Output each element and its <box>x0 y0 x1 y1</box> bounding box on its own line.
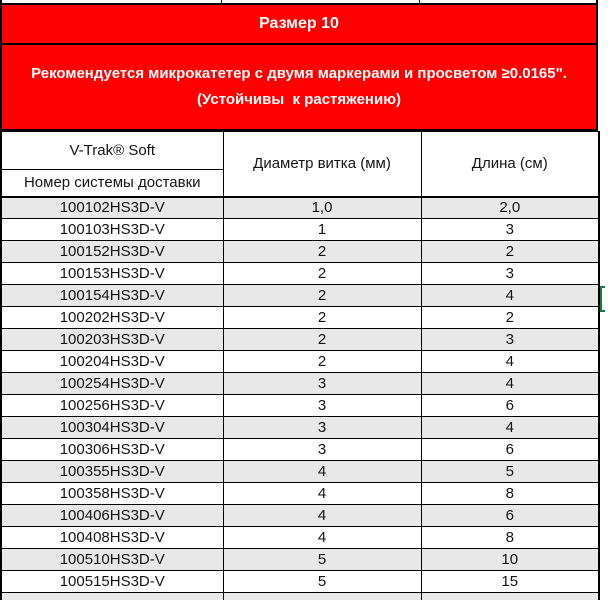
cell-delivery-code[interactable]: 100154HS3D-V <box>1 285 223 307</box>
header-cell-delivery-system[interactable]: Номер системы доставки <box>1 170 223 197</box>
cell-length[interactable]: 3 <box>421 219 599 241</box>
cell-coil-diameter[interactable]: 3 <box>223 373 421 395</box>
table-row <box>1 483 599 505</box>
cell-coil-diameter[interactable]: 2 <box>223 285 421 307</box>
cell-length[interactable]: 6 <box>421 505 599 527</box>
cell-coil-diameter[interactable]: 5 <box>223 549 421 571</box>
cell-length[interactable] <box>421 593 599 600</box>
cell-delivery-code[interactable]: 100358HS3D-V <box>1 483 223 505</box>
cell-delivery-code[interactable]: 100515HS3D-V <box>1 571 223 593</box>
cell-length[interactable]: 8 <box>421 527 599 549</box>
table-row <box>1 241 599 263</box>
cell-coil-diameter[interactable]: 1,0 <box>223 197 421 219</box>
cell-coil-diameter[interactable]: 2 <box>223 329 421 351</box>
size-title-cell[interactable] <box>0 3 598 45</box>
cell-length[interactable]: 6 <box>421 439 599 461</box>
size-title-label: Размер 10 <box>259 15 339 32</box>
cell-coil-diameter[interactable]: 3 <box>223 417 421 439</box>
cell-coil-diameter[interactable]: 5 <box>223 571 421 593</box>
table-row <box>1 329 599 351</box>
table-row <box>1 351 599 373</box>
cell-delivery-code[interactable] <box>1 593 223 600</box>
cell-length[interactable]: 3 <box>421 263 599 285</box>
cell-delivery-code[interactable]: 100103HS3D-V <box>1 219 223 241</box>
cell-coil-diameter[interactable]: 2 <box>223 241 421 263</box>
cell-delivery-code[interactable]: 100406HS3D-V <box>1 505 223 527</box>
recommendation-line2: (Устойчивы к растяжению) <box>196 91 402 108</box>
table-row <box>1 307 599 329</box>
cell-delivery-code[interactable]: 100204HS3D-V <box>1 351 223 373</box>
cell-coil-diameter[interactable]: 2 <box>223 307 421 329</box>
cell-coil-diameter[interactable] <box>223 593 421 600</box>
cell-delivery-code[interactable]: 100408HS3D-V <box>1 527 223 549</box>
cell-length[interactable]: 6 <box>421 395 599 417</box>
cell-length[interactable]: 4 <box>421 351 599 373</box>
recommendation-banner-cell[interactable] <box>0 45 598 131</box>
table-row <box>1 197 599 219</box>
cell-coil-diameter[interactable]: 3 <box>223 439 421 461</box>
cell-coil-diameter[interactable]: 4 <box>223 505 421 527</box>
cell-delivery-code[interactable]: 100102HS3D-V <box>1 197 223 219</box>
cell-length[interactable]: 8 <box>421 483 599 505</box>
table-row <box>1 505 599 527</box>
table-row <box>1 219 599 241</box>
table-body <box>1 197 599 600</box>
table-row <box>1 571 599 593</box>
cell-length[interactable]: 4 <box>421 285 599 307</box>
table-row-partial <box>1 593 599 600</box>
cell-delivery-code[interactable]: 100254HS3D-V <box>1 373 223 395</box>
table-row <box>1 373 599 395</box>
table-row <box>1 417 599 439</box>
cell-length[interactable]: 2 <box>421 241 599 263</box>
cell-coil-diameter[interactable]: 4 <box>223 483 421 505</box>
product-table <box>0 131 600 600</box>
cell-coil-diameter[interactable]: 4 <box>223 461 421 483</box>
table-header <box>1 132 599 197</box>
header-row-top <box>1 132 599 170</box>
table-row <box>1 527 599 549</box>
cell-length[interactable]: 15 <box>421 571 599 593</box>
cell-length[interactable]: 2 <box>421 307 599 329</box>
cell-delivery-code[interactable]: 100153HS3D-V <box>1 263 223 285</box>
cell-coil-diameter[interactable]: 4 <box>223 527 421 549</box>
table-row <box>1 461 599 483</box>
cell-delivery-code[interactable]: 100355HS3D-V <box>1 461 223 483</box>
table-row <box>1 439 599 461</box>
cell-delivery-code[interactable]: 100306HS3D-V <box>1 439 223 461</box>
table-row <box>1 285 599 307</box>
table-row <box>1 549 599 571</box>
cell-length[interactable]: 4 <box>421 373 599 395</box>
cell-length[interactable]: 4 <box>421 417 599 439</box>
cell-delivery-code[interactable]: 100304HS3D-V <box>1 417 223 439</box>
excel-selection-border[interactable] <box>600 286 605 312</box>
table-row <box>1 263 599 285</box>
cell-length[interactable]: 3 <box>421 329 599 351</box>
cell-delivery-code[interactable]: 100203HS3D-V <box>1 329 223 351</box>
cell-coil-diameter[interactable]: 3 <box>223 395 421 417</box>
header-cell-diameter[interactable]: Диаметр витка (мм) <box>223 132 421 197</box>
cell-coil-diameter[interactable]: 1 <box>223 219 421 241</box>
cell-length[interactable]: 10 <box>421 549 599 571</box>
header-cell-product-family[interactable]: V-Trak® Soft <box>1 132 223 170</box>
header-cell-length[interactable]: Длина (см) <box>421 132 599 197</box>
cell-delivery-code[interactable]: 100256HS3D-V <box>1 395 223 417</box>
cell-coil-diameter[interactable]: 2 <box>223 263 421 285</box>
cell-delivery-code[interactable]: 100510HS3D-V <box>1 549 223 571</box>
cell-coil-diameter[interactable]: 2 <box>223 351 421 373</box>
cell-length[interactable]: 5 <box>421 461 599 483</box>
recommendation-line1: Рекомендуется микрокатетер с двумя маркерами и просветом ≥0.0165". <box>31 65 567 82</box>
cell-delivery-code[interactable]: 100202HS3D-V <box>1 307 223 329</box>
cell-length[interactable]: 2,0 <box>421 197 599 219</box>
cell-delivery-code[interactable]: 100152HS3D-V <box>1 241 223 263</box>
table-row <box>1 395 599 417</box>
